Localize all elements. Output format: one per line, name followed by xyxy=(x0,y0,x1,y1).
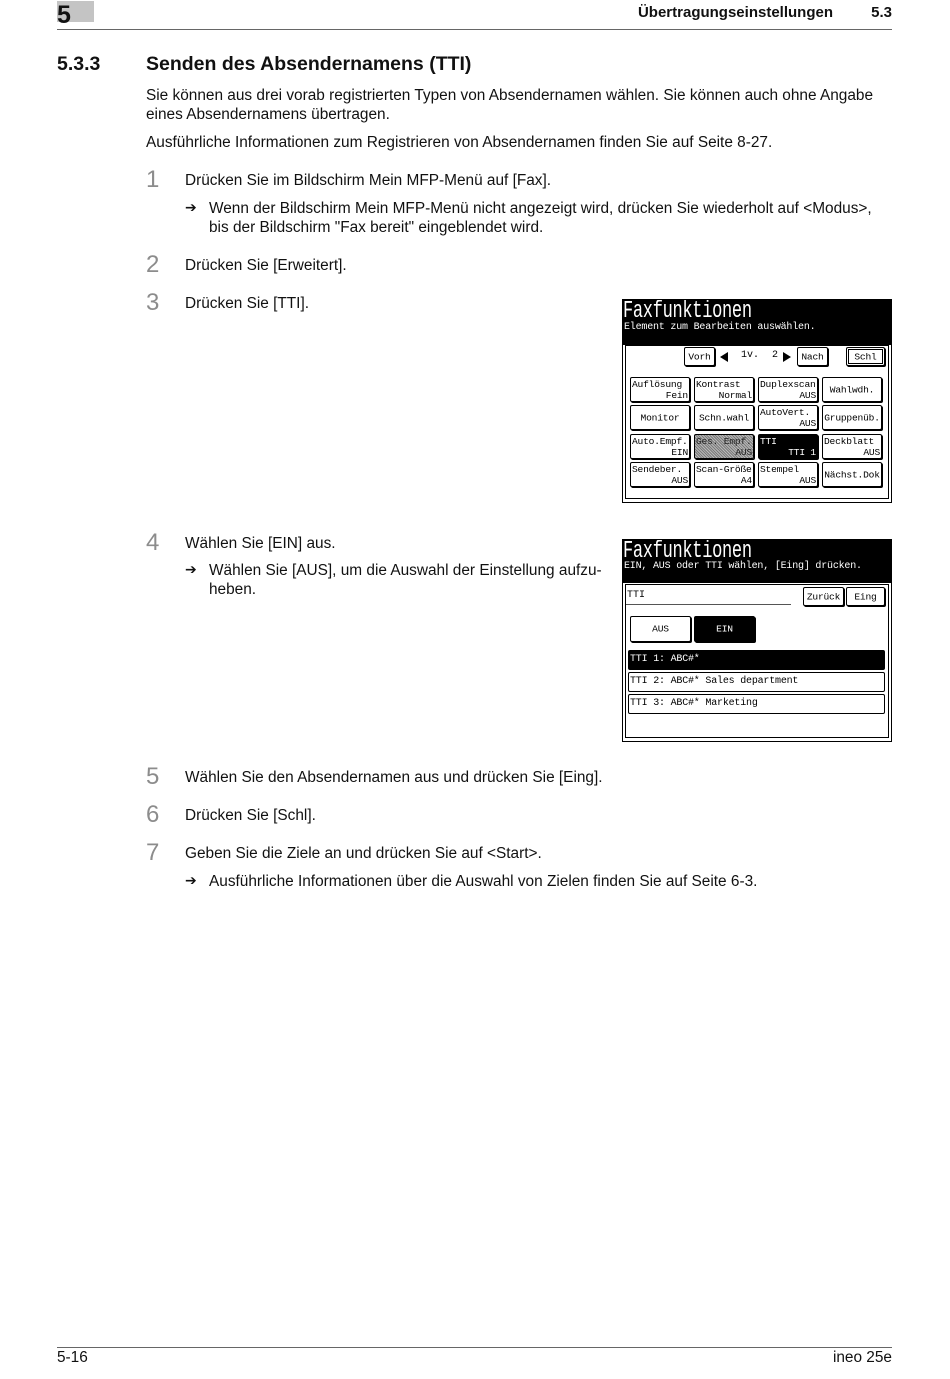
button-label: Monitor xyxy=(640,412,680,423)
button-label: AutoVert. xyxy=(760,407,811,418)
button-label: Deckblatt xyxy=(824,436,875,447)
option-button-ein xyxy=(694,616,755,642)
button-label: Wahlwdh. xyxy=(829,384,875,395)
function-button-duplexscan xyxy=(758,377,818,402)
function-button-gruppenueb xyxy=(822,405,882,430)
header-chapter-title: Übertragungseinstellungen xyxy=(637,4,833,21)
button-value: AUS xyxy=(799,418,816,429)
step-instruction: Drücken Sie im Bildschirm Mein MFP-Menü auf [Fax]. xyxy=(185,172,552,189)
step-instruction: Drücken Sie [Schl]. xyxy=(185,807,316,824)
function-button-deckblatt xyxy=(822,434,882,459)
header-section-number: 5.3 xyxy=(871,4,892,21)
function-button-kontrast xyxy=(694,377,754,402)
page-number: 5-16 xyxy=(57,1349,88,1366)
close-button xyxy=(846,347,885,366)
section-title: Senden des Absendernamens (TTI) xyxy=(146,53,472,75)
step-number: 6 xyxy=(146,801,160,828)
button-label: Auto.Empf. xyxy=(632,436,688,447)
enter-button xyxy=(846,587,885,606)
button-label: Kontrast xyxy=(696,379,741,390)
step-instruction: Drücken Sie [Erweitert]. xyxy=(185,257,347,274)
function-button-sendeber xyxy=(630,462,690,487)
button-label: Schn.wahl xyxy=(698,412,749,423)
button-label: Auflösung xyxy=(632,379,683,390)
function-button-aufloesung xyxy=(630,377,690,402)
function-button-monitor xyxy=(630,405,690,430)
page-current: 1v. xyxy=(741,350,760,361)
intro-paragraph: Sie können aus drei vorab registrierten Typen von Absendernamen wählen. Sie können auch ohne Angabe eines Absendernamens übertragen. xyxy=(146,87,874,123)
section-number: 5.3.3 xyxy=(57,53,101,75)
button-label: Nächst.Dok xyxy=(824,469,880,480)
button-label: Scan-Größe xyxy=(696,464,752,475)
tti-list-item: TTI 3: ABC#* Marketing xyxy=(628,694,885,714)
product-name: ineo 25e xyxy=(832,1349,892,1366)
intro-reference: Ausführliche Informationen zum Registrieren von Absendernamen finden Sie auf Seite 8-27. xyxy=(146,134,773,151)
option-button-aus xyxy=(630,616,691,642)
button-label: Duplexscan xyxy=(760,379,816,390)
function-button-auto-empf xyxy=(630,434,690,459)
function-button-wahlwdh xyxy=(822,377,882,402)
button-label: Sendeber. xyxy=(632,464,683,475)
step-number: 3 xyxy=(146,289,160,316)
close-label: Schl xyxy=(854,351,877,362)
arrow-icon: ➔ xyxy=(185,200,197,216)
button-label: Stempel xyxy=(760,464,799,475)
step-instruction: Drücken Sie [TTI]. xyxy=(185,295,310,312)
tti-field-underline xyxy=(626,604,791,605)
option-label: EIN xyxy=(716,623,733,635)
enter-label: Eing xyxy=(854,591,877,602)
arrow-icon: ➔ xyxy=(185,873,197,889)
step-number: 7 xyxy=(146,839,160,866)
tti-list-item: TTI 1: ABC#* xyxy=(628,650,885,670)
next-page-button xyxy=(797,347,828,366)
button-value: EIN xyxy=(671,447,688,458)
step-number: 2 xyxy=(146,251,160,278)
page-total: 2 xyxy=(772,350,779,361)
prev-page-button xyxy=(684,347,715,366)
button-label: Gruppenüb. xyxy=(824,412,880,423)
next-page-label: Nach xyxy=(801,351,824,362)
function-button-naechst-dok xyxy=(822,462,882,487)
button-value: Normal xyxy=(718,390,752,401)
step-note: Wenn der Bildschirm Mein MFP-Menü nicht angezeigt wird, drücken Sie wiederholt auf <Modus>, bis der Bildschirm "Fax bereit" eingeblendet wird. xyxy=(209,200,872,236)
step-instruction: Wählen Sie den Absendernamen aus und drücken Sie [Eing]. xyxy=(185,769,603,786)
step-number: 1 xyxy=(146,166,160,193)
screen-subtitle: Element zum Bearbeiten auswählen. xyxy=(624,322,816,333)
function-button-schn-wahl xyxy=(694,405,754,430)
footer-rule xyxy=(57,1347,892,1348)
step-note: Wählen Sie [AUS], um die Auswahl der Einstellung aufzu- heben. xyxy=(209,562,602,598)
button-label: TTI xyxy=(760,436,777,447)
tti-field-label: TTI xyxy=(627,590,646,601)
triangle-right-icon xyxy=(783,352,791,362)
step-number: 5 xyxy=(146,763,160,790)
chapter-number: 5 xyxy=(57,1,71,29)
function-button-autovert xyxy=(758,405,818,430)
button-label: Ges. Empf. xyxy=(696,436,752,447)
arrow-icon: ➔ xyxy=(185,562,197,578)
tti-selection-screen xyxy=(622,539,892,742)
screen-title-bar xyxy=(623,540,891,583)
function-button-tti xyxy=(758,434,818,459)
button-value: AUS xyxy=(863,447,880,458)
back-button xyxy=(803,587,844,606)
button-value: TTI 1 xyxy=(788,447,816,458)
button-value: AUS xyxy=(799,475,816,486)
triangle-left-icon xyxy=(720,352,728,362)
step-number: 4 xyxy=(146,529,160,556)
step-note: Ausführliche Informationen über die Auswahl von Zielen finden Sie auf Seite 6-3. xyxy=(209,873,758,890)
function-button-scan-groesse xyxy=(694,462,754,487)
screen-title: Faxfunktionen xyxy=(623,299,752,326)
step-instruction: Wählen Sie [EIN] aus. xyxy=(185,535,336,552)
prev-page-label: Vorh xyxy=(688,351,711,362)
function-button-stempel xyxy=(758,462,818,487)
button-value: AUS xyxy=(735,447,752,458)
button-value: AUS xyxy=(671,475,688,486)
option-label: AUS xyxy=(652,623,669,635)
step-instruction: Geben Sie die Ziele an und drücken Sie auf <Start>. xyxy=(185,845,542,862)
back-label: Zurück xyxy=(806,591,841,602)
screen-title-bar xyxy=(623,300,891,345)
button-value: A4 xyxy=(740,475,752,486)
tti-list-item: TTI 2: ABC#* Sales department xyxy=(628,672,885,692)
button-value: Fein xyxy=(665,390,688,401)
function-button-ges-empf xyxy=(694,434,754,459)
fax-functions-screen xyxy=(622,299,892,503)
screen-title: Faxfunktionen xyxy=(623,539,752,566)
header-rule xyxy=(57,29,892,30)
button-value: AUS xyxy=(799,390,816,401)
screen-subtitle: EIN, AUS oder TTI wählen, [Eing] drücken. xyxy=(624,561,862,572)
